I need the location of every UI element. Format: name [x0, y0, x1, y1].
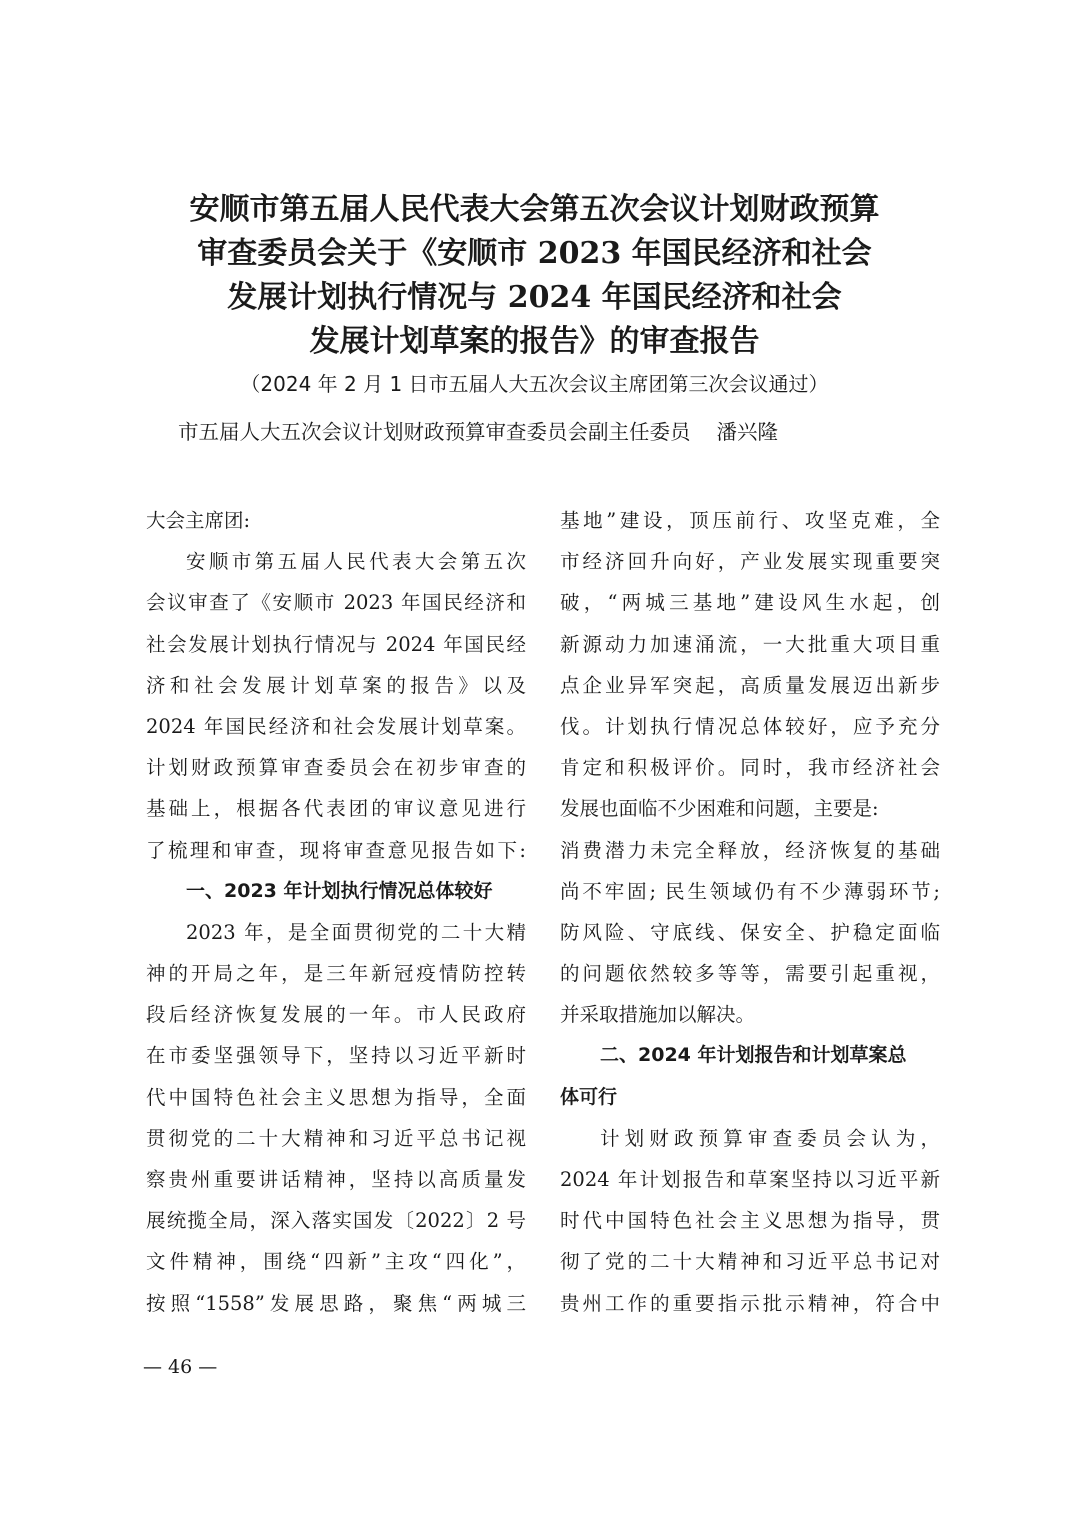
section-heading-2: 二、2024 年计划报告和计划草案总 — [600, 1044, 907, 1067]
paragraph-line: 市经济回升向好，产业发展实现重要突 — [560, 550, 940, 574]
paragraph-line: 代中国特色社会主义思想为指导，全面 — [146, 1085, 526, 1109]
passed-note: （2024 年 2 月 1 日市五届人大五次会议主席团第三次会议通过） — [240, 372, 829, 396]
paragraph-line: 时代中国特色社会主义思想为指导，贯 — [560, 1209, 940, 1233]
paragraph-line: 2023 年，是全面贯彻党的二十大精 — [186, 920, 526, 944]
paragraph-line: 发展也面临不少困难和问题，主要是: — [560, 797, 879, 821]
author-name: 潘兴隆 — [716, 420, 778, 444]
title-line-4: 发展计划草案的报告》的审查报告 — [309, 324, 760, 359]
paragraph-line: 神的开局之年，是三年新冠疫情防控转 — [146, 962, 526, 986]
left-column — [146, 500, 526, 1324]
paragraph-line: 破，“两城三基地”建设风生水起，创 — [560, 591, 940, 615]
paragraph-line: 文件精神，围绕“四新”主攻“四化”， — [146, 1250, 526, 1274]
paragraph-line: 2024 年国民经济和社会发展计划草案。 — [146, 714, 526, 738]
report-title — [0, 188, 1069, 364]
paragraph-line: 展统揽全局，深入落实国发〔2022〕2 号 — [146, 1209, 526, 1233]
paragraph-line: 的问题依然较多等等，需要引起重视， — [560, 962, 940, 986]
page-number: — 46 — — [143, 1356, 218, 1378]
paragraph-line: 会议审查了《安顺市 2023 年国民经济和 — [146, 591, 526, 615]
paragraph-line: 基地”建设，顶压前行、攻坚克难，全 — [560, 509, 940, 532]
paragraph-line: 基础上，根据各代表团的审议意见进行 — [146, 797, 526, 821]
paragraph-line: 察贵州重要讲话精神，坚持以高质量发 — [146, 1168, 526, 1191]
author-byline — [178, 417, 938, 447]
paragraph-line: 点企业异军突起，高质量发展迈出新步 — [560, 673, 940, 697]
section-heading-2-continued: 体可行 — [560, 1085, 618, 1108]
paragraph-line: 尚不牢固; 民生领域仍有不少薄弱环节; — [560, 879, 940, 903]
paragraph-line: 济和社会发展计划草案的报告》以及 — [146, 673, 526, 697]
paragraph-line: 段后经济恢复发展的一年。市人民政府 — [146, 1003, 526, 1027]
title-line-3: 发展计划执行情况与 2024 年国民经济和社会 — [227, 280, 842, 315]
paragraph-line: 社会发展计划执行情况与 2024 年国民经 — [146, 632, 526, 656]
title-line-1: 安顺市第五届人民代表大会第五次会议计划财政预算 — [189, 192, 880, 227]
paragraph-line: 安顺市第五届人民代表大会第五次 — [186, 550, 526, 574]
paragraph-line: 按照“1558”发展思路，聚焦“两城三 — [146, 1291, 526, 1315]
paragraph-line: 肯定和积极评价。同时，我市经济社会 — [560, 756, 940, 780]
paragraph-line: 彻了党的二十大精神和习近平总书记对 — [560, 1250, 940, 1274]
paragraph-line: 伐。计划执行情况总体较好，应予充分 — [560, 714, 940, 738]
right-column — [560, 500, 940, 1324]
paragraph-line: 在市委坚强领导下，坚持以习近平新时 — [146, 1044, 526, 1068]
paragraph-line: 防风险、守底线、保安全、护稳定面临 — [560, 920, 940, 944]
paragraph-line: 计划财政预算审查委员会在初步审查的 — [146, 756, 526, 780]
paragraph-line: 贯彻党的二十大精神和习近平总书记视 — [146, 1126, 526, 1150]
paragraph-line: 并采取措施加以解决。 — [560, 1003, 756, 1027]
paragraph-line: 消费潜力未完全释放，经济恢复的基础 — [560, 838, 940, 862]
paragraph-line: 计划财政预算审查委员会认为， — [600, 1126, 940, 1150]
paragraph-line: 了梳理和审查，现将审查意见报告如下: — [146, 838, 526, 862]
title-line-2: 审查委员会关于《安顺市 2023 年国民经济和社会 — [197, 236, 872, 271]
section-heading-1: 一、2023 年计划执行情况总体较好 — [186, 879, 493, 902]
paragraph-line: 2024 年计划报告和草案坚持以习近平新 — [560, 1168, 940, 1191]
paragraph-line: 贵州工作的重要指示批示精神，符合中 — [560, 1291, 940, 1315]
salutation: 大会主席团: — [146, 509, 251, 532]
paragraph-line: 新源动力加速涌流，一大批重大项目重 — [560, 632, 940, 656]
author-position: 市五届人大五次会议计划财政预算审查委员会副主任委员 — [178, 420, 691, 444]
